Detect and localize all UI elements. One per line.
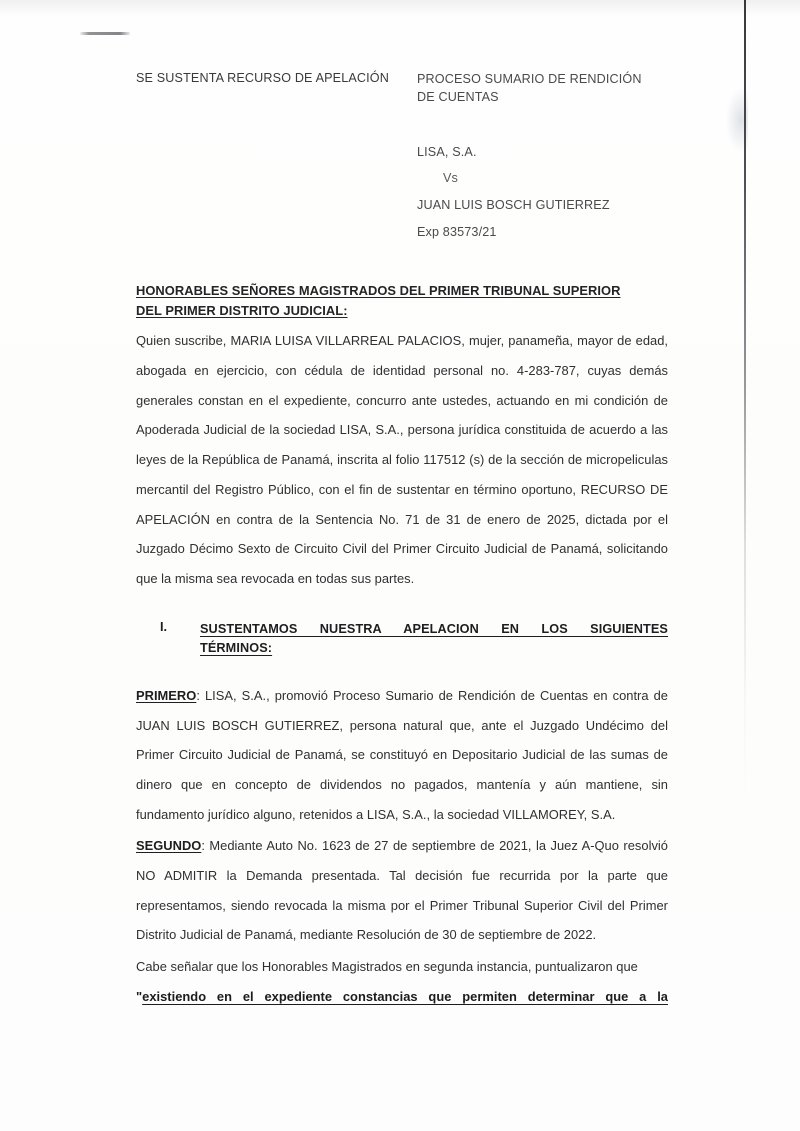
clause-segundo-separator: :: [201, 838, 205, 854]
section-heading-line-1: SUSTENTAMOS NUESTRA APELACION EN LOS SIGUIENTES: [200, 621, 668, 636]
closing-paragraph: Cabe señalar que los Honorables Magistrados en segunda instancia, puntualizaron que: [136, 958, 638, 974]
salutation-block: [136, 281, 668, 320]
header-subject-title: SE SUSTENTA RECURSO DE APELACIÓN: [136, 71, 390, 85]
caption-defendant: JUAN LUIS BOSCH GUTIERREZ: [417, 197, 610, 212]
salutation-line-1: HONORABLES SEÑORES MAGISTRADOS DEL PRIMER TRIBUNAL SUPERIOR: [136, 283, 621, 299]
section-heading-line-2: TÉRMINOS:: [200, 641, 273, 656]
clause-segundo-label: SEGUNDO: [136, 838, 202, 854]
quoted-excerpt-text: existiendo en el expediente constancias que permiten determinar que a la: [142, 988, 668, 1004]
section-heading-text: [200, 620, 668, 659]
caption-case-number: Exp 83573/21: [417, 224, 497, 239]
document-body: [136, 0, 668, 1011]
clause-segundo-text: Mediante Auto No. 1623 de 27 de septiembre de 2021, la Juez A-Quo resolvió NO ADMITIR la Demanda presentada. Tal decisión fue recurrida por la parte que representamos, siendo revocada la misma por el Primer Tribunal Superior Civil del Primer Distrito Judicial de Panamá, mediante Resolución de 30 de septiembre de 2022.: [136, 838, 668, 943]
salutation-line-2: DEL PRIMER DISTRITO JUDICIAL:: [136, 302, 348, 318]
scan-edge-smudge: [726, 88, 748, 152]
caption-plaintiff: LISA, S.A.: [417, 144, 477, 159]
scan-dash-artifact: [80, 32, 130, 35]
caption-versus: Vs: [443, 171, 458, 186]
scan-edge-line-artifact: [744, 0, 746, 800]
case-caption: [417, 139, 668, 246]
section-heading: [136, 620, 668, 659]
document-header: [136, 70, 668, 107]
header-process-title-line2: DE CUENTAS: [417, 90, 499, 105]
clause-primero: [136, 681, 668, 829]
header-process-title-line1: PROCESO SUMARIO DE RENDICIÓN: [417, 72, 642, 86]
intro-paragraph: Quien suscribe, MARIA LUISA VILLARREAL PALACIOS, mujer, panameña, mayor de edad, abogada en ejercicio, con cédula de identidad personal no. 4-283-787, cuyas demás generales constan en el expediente, concurro ante ustedes, actuando en mi condición de Apoderada Judicial de la sociedad LISA, S.A., persona jurídica constituida de acuerdo a las leyes de la República de Panamá, inscrita al folio 117512 (s) de la sección de micropeliculas mercantil del Registro Público, con el fin de sustentar en término oportuno, RECURSO DE APELACIÓN en contra de la Sentencia No. 71 de 31 de enero de 2025, dictada por el Juzgado Décimo Sexto de Circuito Civil del Primer Circuito Judicial de Panamá, solicitando que la misma sea revocada en todas sus partes.: [136, 333, 668, 586]
clause-primero-separator: :: [196, 687, 200, 703]
quote-open-mark: ": [136, 988, 143, 1004]
clause-segundo: [136, 831, 668, 950]
section-heading-numeral: I.: [160, 619, 168, 634]
clause-primero-label: PRIMERO: [136, 687, 197, 703]
clause-primero-text: LISA, S.A., promovió Proceso Sumario de Rendición de Cuentas en contra de JUAN LUIS BOSCH GUTIERREZ, persona natural que, ante el Juzgado Undécimo del Primer Circuito Judicial de Panamá, se constituyó en Depositario Judicial de las sumas de dinero que en concepto de dividendos no pagados, mantenía y aún mantiene, sin fundamento jurídico alguno, retenidos a LISA, S.A., la sociedad VILLAMOREY, S.A.: [136, 687, 668, 822]
header-process-title: [417, 70, 668, 107]
quoted-excerpt: [136, 982, 668, 1012]
